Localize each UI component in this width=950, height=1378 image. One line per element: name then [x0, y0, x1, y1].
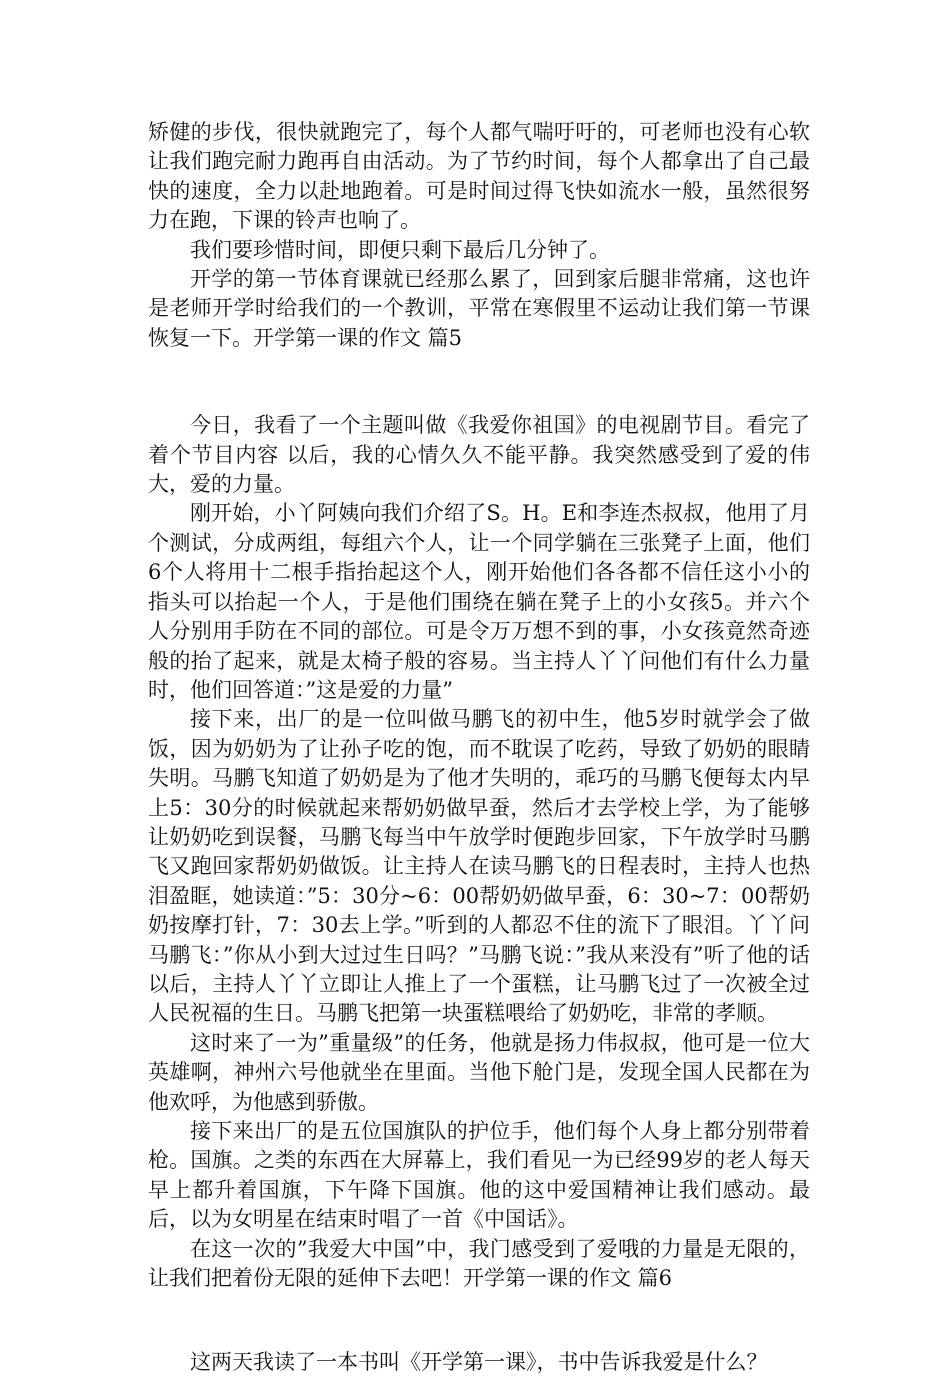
paragraph-essay-6-opening: 这两天我读了一本书叫《开学第一课》，书中告诉我爱是什么？	[190, 1350, 768, 1375]
paragraph-conclusion: 在这一次的”我爱大中国”中，我门感受到了爱哦的力量是无限的，让我们把着份无限的延伸下去吧！开学第一课的作文 篇6	[148, 1236, 810, 1291]
paragraph-cherish-time: 我们要珍惜时间，即便只剩下最后几分钟了。	[190, 237, 610, 262]
paragraph-first-pe-class: 开学的第一节体育课就已经那么累了，回到家后腿非常痛，这也许是老师开学时给我们的一个教训，平常在寒假里不运动让我们第一节课恢复一下。开学第一课的作文 篇5	[148, 267, 810, 350]
paragraph-flag-guards: 接下来出厂的是五位国旗队的护位手，他们每个人身上都分别带着枪。国旗。之类的东西在大屏幕上，我们看见一为已经99岁的老人每天早上都升着国旗，下午降下国旗。他的这中爱国精神让我们感动。最后，以为女明星在结束时唱了一首《中国话》。	[148, 1119, 810, 1232]
paragraph-i-love-you-motherland: 今日，我看了一个主题叫做《我爱你祖国》的电视剧节目。看完了着个节目内容 以后，我的心情久久不能平静。我突然感受到了爱的伟大，爱的力量。	[148, 413, 810, 497]
paragraph-yang-liwei: 这时来了一为”重量级”的任务，他就是扬力伟叔叔，他可是一位大英雄啊，神州六号他就坐在里面。当他下舱门是，发现全国人民都在为他欢呼，为他感到骄傲。	[148, 1030, 810, 1114]
paragraph-finger-lift-test: 刚开始，小丫阿姨向我们介绍了S。H。E和李连杰叔叔，他用了月 个测试，分成两组，每组六个人，让一个同学躺在三张凳子上面，他们6个人将用十二根手指抬起这个人，刚开始他们各各都不信任这小小的指头可以抬起一个人，于是他们围绕在躺在凳子上的小女孩5。并六个人分别用手防在不同的部位。可是令万万想不到的事，小女孩竟然奇迹般的抬了起来，就是太椅子般的容易。当主持人丫丫问他们有什么力量时，他们回答道：”这是爱的力量”	[148, 501, 810, 702]
section-gap	[148, 1293, 810, 1348]
section-gap	[148, 353, 810, 411]
essay-body	[148, 118, 810, 1378]
paragraph-ma-pengfei: 接下来，出厂的是一位叫做马鹏飞的初中生，他5岁时就学会了做饭，因为奶奶为了让孙子吃的饱，而不耽误了吃药，导致了奶奶的眼睛失明。马鹏飞知道了奶奶是为了他才失明的，乖巧的马鹏飞便每太内早上5：30分的时候就起来帮奶奶做早蚕，然后才去学校上学，为了能够让奶奶吃到误餐，马鹏飞每当中午放学时便跑步回家，下午放学时马鹏飞又跑回家帮奶奶做饭。让主持人在读马鹏飞的日程表时，主持人也热泪盈眶，她读道：”5：30分~6：00帮奶奶做早蚕，6：30~7：00帮奶奶按摩打针，7：30去上学。”听到的人都忍不住的流下了眼泪。丫丫问马鹏飞：”你从小到大过过生日吗？”马鹏飞说：”我从来没有”听了他的话以后，主持人丫丫立即让人推上了一个蛋糕，让马鹏飞过了一次被全过人民祝福的生日。马鹏飞把第一块蛋糕喂给了奶奶吃，非常的孝顺。	[148, 707, 810, 1026]
paragraph-continued-race: 矫健的步伐，很快就跑完了，每个人都气喘吁吁的，可老师也没有心软让我们跑完耐力跑再自由活动。为了节约时间，每个人都拿出了自己最快的速度，全力以赴地跑着。可是时间过得飞快如流水一般，虽然很努力在跑，下课的铃声也响了。	[148, 120, 810, 233]
